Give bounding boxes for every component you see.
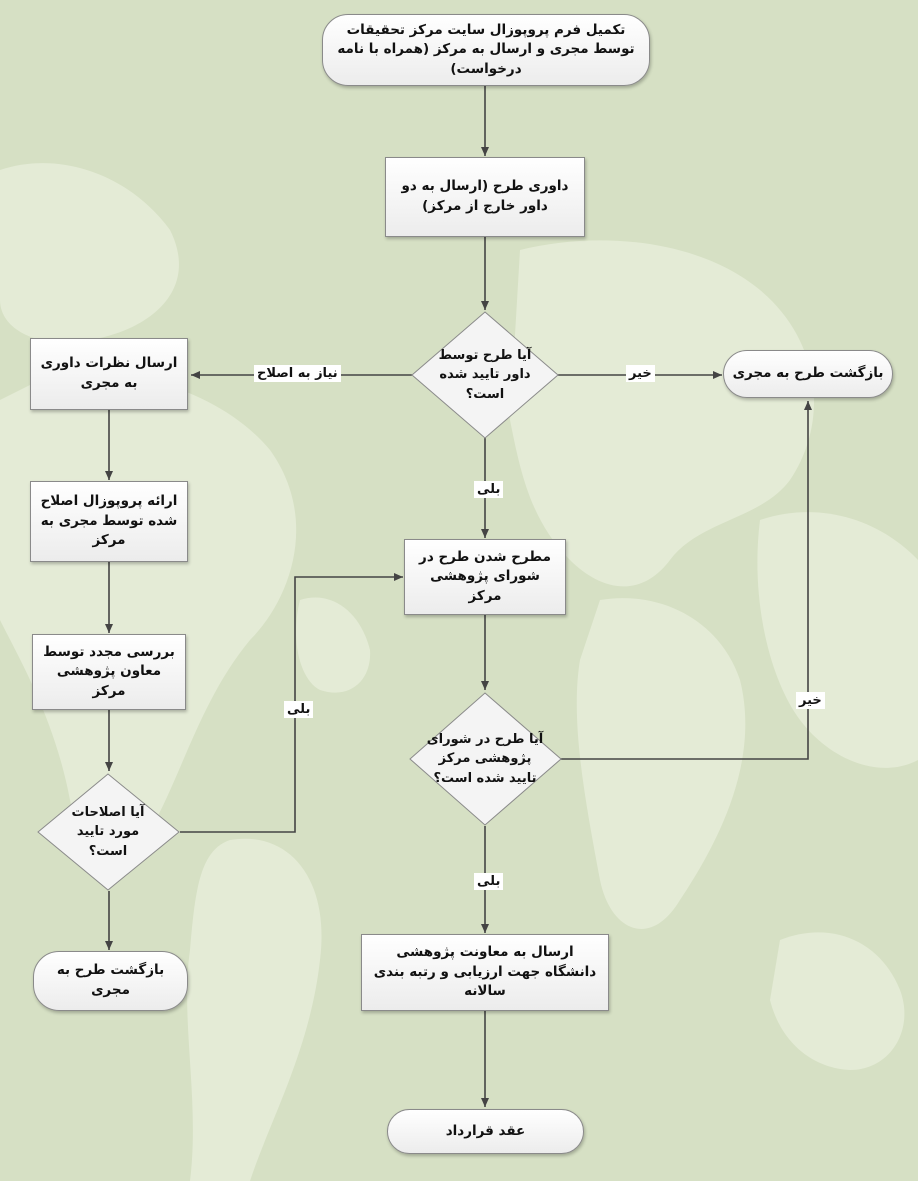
council-step: مطرح شدن طرح در شورای پژوهشی مرکز — [404, 539, 566, 615]
decision-referee-text: آیا طرح توسط داور تایید شده است؟ — [438, 347, 532, 402]
edge-label-yes-revisions: بلی — [284, 701, 313, 718]
edge-label-no-referee: خیر — [626, 365, 655, 382]
present-revised-step: ارائه پروپوزال اصلاح شده توسط مجری به مرکز — [30, 481, 188, 562]
return-to-executor-terminal-left: بازگشت طرح به مجری — [33, 951, 188, 1011]
edge-label-needs-revision: نیاز به اصلاح — [254, 365, 341, 382]
decision-revisions-text: آیا اصلاحات مورد تایید است؟ — [71, 804, 145, 859]
edge-label-yes-referee: بلی — [474, 481, 503, 498]
start-terminal: تکمیل فرم پروپوزال سایت مرکز تحقیقات توسط مجری و ارسال به مرکز (همراه با نامه درخواست) — [322, 14, 650, 86]
return-to-executor-terminal: بازگشت طرح به مجری — [723, 350, 893, 398]
contract-terminal: عقد قرارداد — [387, 1109, 584, 1154]
send-university-step: ارسال به معاونت پژوهشی دانشگاه جهت ارزیابی و رتبه بندی سالانه — [361, 934, 609, 1011]
edge-qcouncil-returnright — [560, 401, 808, 759]
recheck-step: بررسی مجدد توسط معاون پژوهشی مرکز — [32, 634, 186, 710]
review-step: داوری طرح (ارسال به دو داور خارج از مرکز) — [385, 157, 585, 237]
edge-label-yes-council: بلی — [474, 873, 503, 890]
decision-council-text: آیا طرح در شورای پژوهشی مرکز تایید شده است؟ — [426, 731, 544, 786]
send-comments-step: ارسال نظرات داوری به مجری — [30, 338, 188, 410]
edge-label-no-council: خیر — [796, 692, 825, 709]
